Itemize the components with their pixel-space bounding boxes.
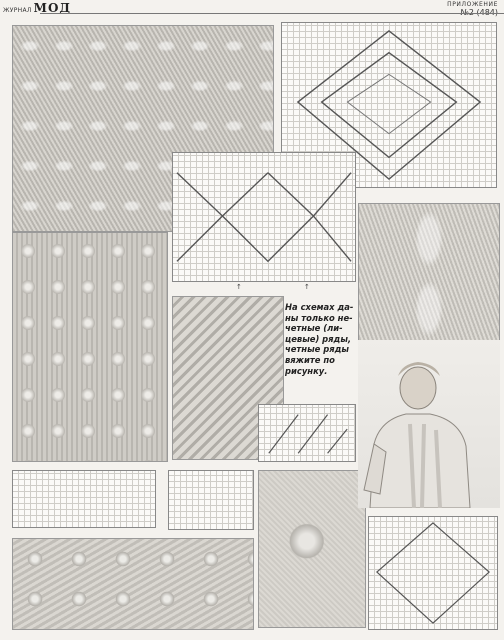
supplement-label: ПРИЛОЖЕНИЕ (447, 1, 498, 8)
knitting-chart-leaf (168, 470, 254, 530)
magazine-brand: МОД (33, 1, 72, 15)
chart-instruction-note (285, 302, 355, 376)
header-rule (40, 13, 504, 14)
issue-number: №2 (484) (460, 8, 498, 17)
arrow-marker-right: ↑ (304, 283, 310, 291)
swatch-photo-bobbles (12, 232, 168, 462)
note-line: вяжите по (285, 354, 335, 365)
knitting-chart-flower-border (368, 516, 498, 630)
knitting-chart-small-cable (258, 404, 356, 462)
magazine-prefix: ЖУРНАЛ (3, 7, 32, 14)
model-figure-icon (358, 340, 500, 508)
model-photo (358, 340, 500, 508)
note-line: четные (ли- (285, 323, 343, 334)
page-header-right (447, 1, 498, 17)
knitting-chart-bobble-columns (12, 470, 156, 528)
note-line: рисунку. (285, 365, 328, 376)
knitting-chart-diamond-wave (172, 152, 356, 282)
swatch-photo-flower (258, 470, 366, 628)
note-line: На схемах да- (285, 302, 354, 312)
note-line: ны только не- (285, 312, 353, 323)
swatch-photo-bobble-diagonal (12, 538, 254, 630)
arrow-marker-left: ↑ (236, 283, 242, 291)
note-line: цевые) ряды, (285, 333, 352, 344)
note-line: четные ряды (285, 344, 349, 355)
